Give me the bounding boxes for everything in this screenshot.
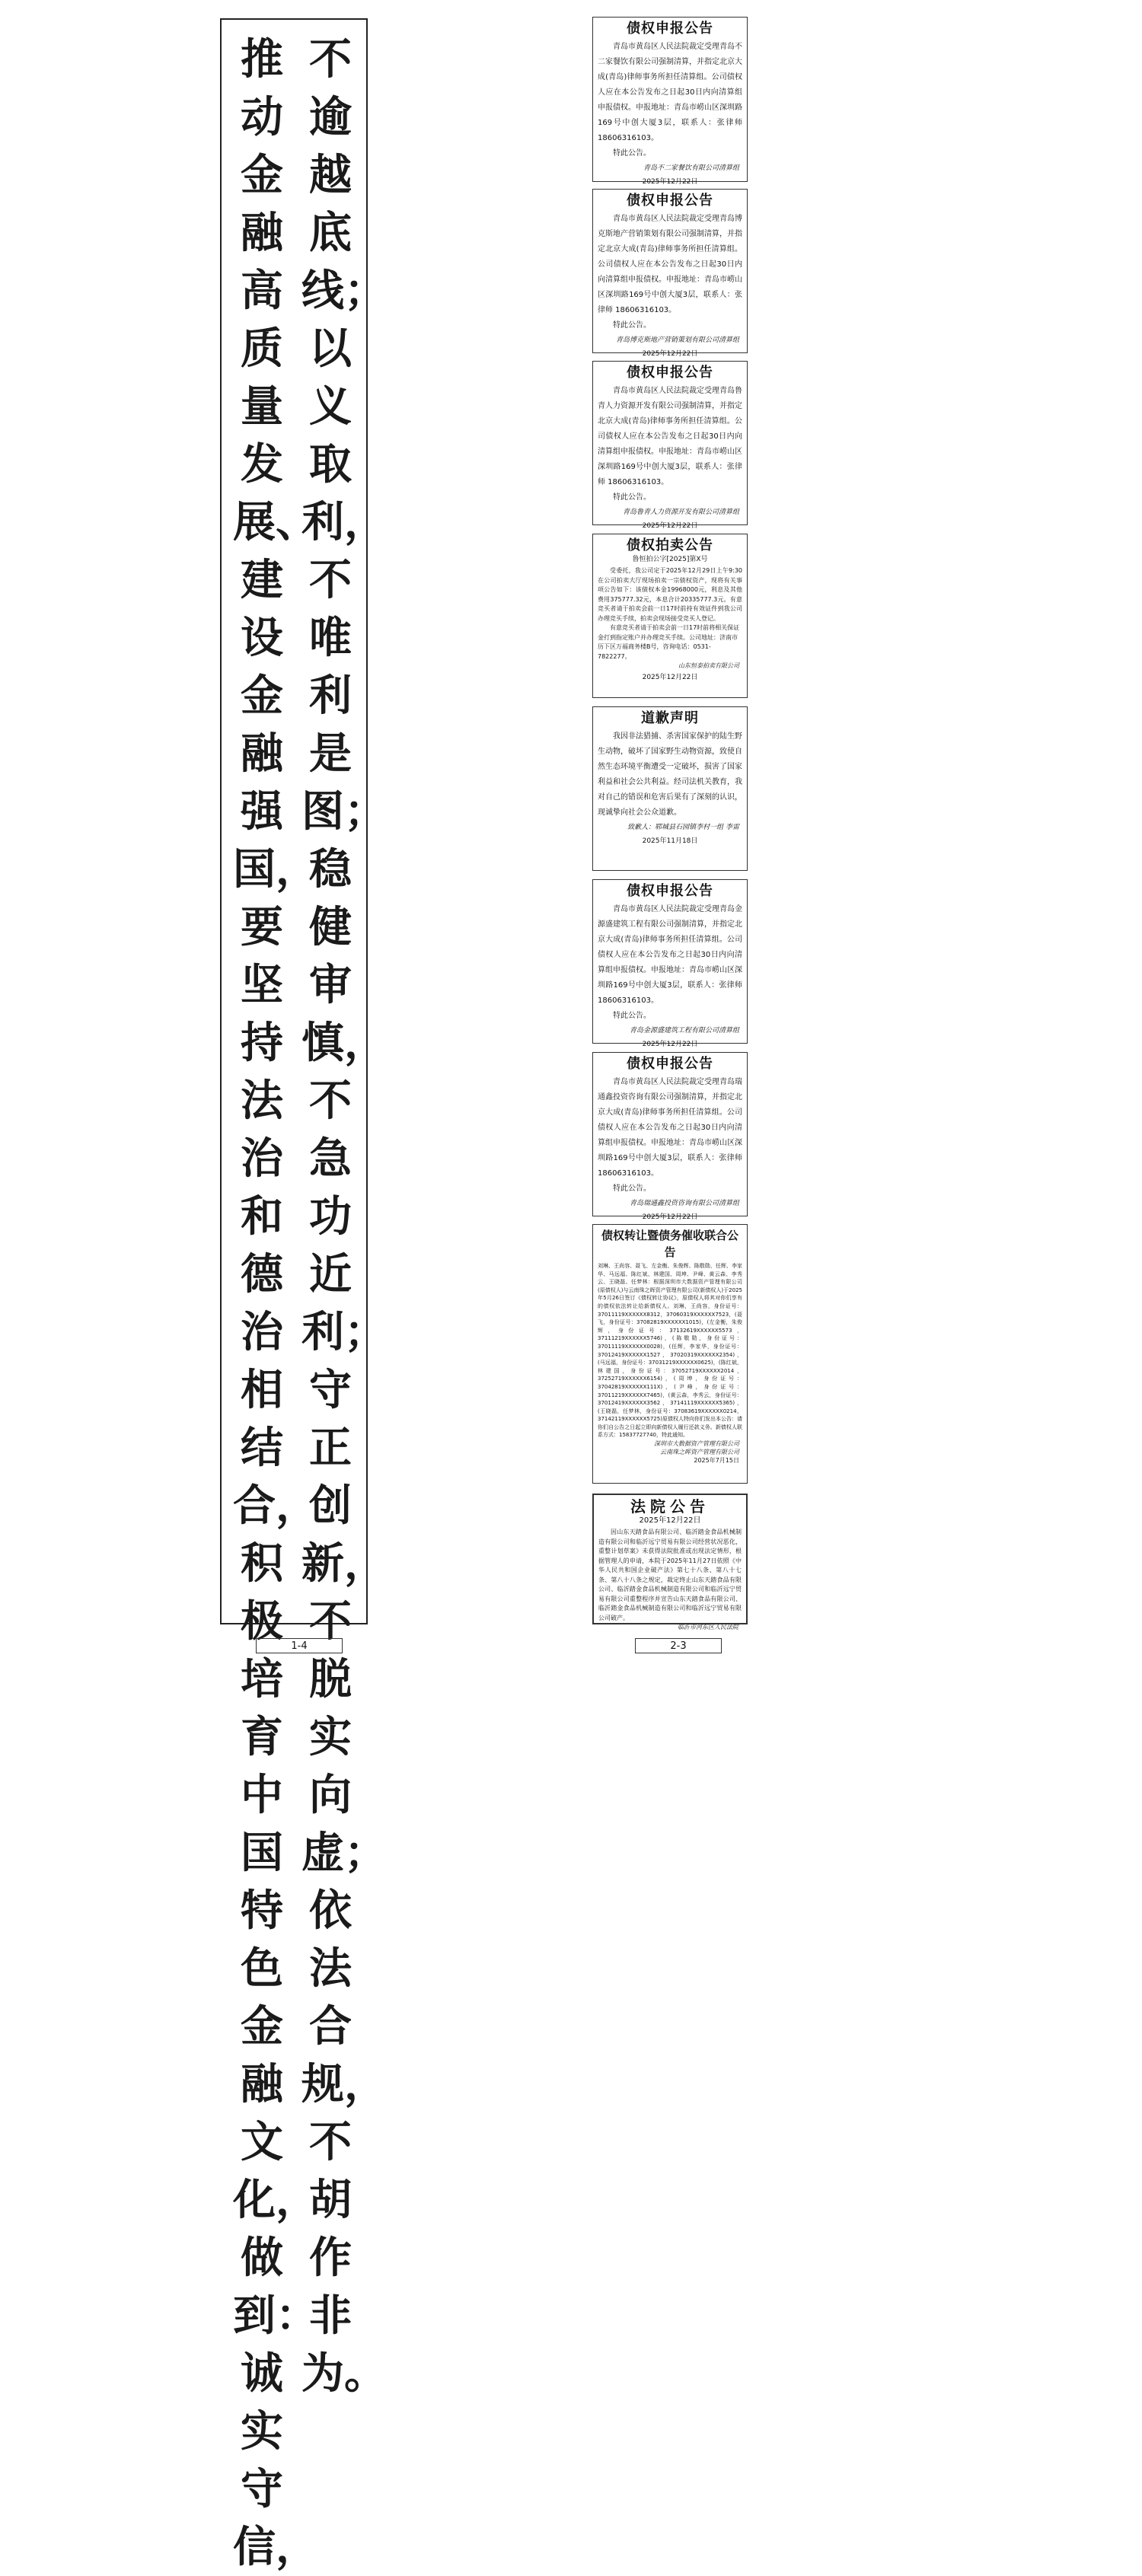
notice-date: 2025年12月22日 — [642, 1213, 698, 1221]
notice-title: 债权转让暨债务催收联合公告 — [601, 1229, 738, 1259]
notice-signer: 青岛瑞通鑫投资咨询有限公司清算组 — [629, 1200, 739, 1207]
notice-body: 青岛市黄岛区人民法院裁定受理青岛不二家餐饮有限公司强制清算，并指定北京大成(青岛)律师事务所担任清算组。公司债权人应在本公告发布之日起30日内向清算组申报债权。申报地址：青岛市崂山区深圳路169号中创大厦3层，联系人：张律师 18606316103。 — [598, 43, 742, 142]
notice-closing: 特此公告。 — [613, 321, 651, 330]
notice-signer: 青岛鲁青人力资源开发有限公司清算组 — [622, 509, 739, 516]
notice-body: 因山东天踏食品有限公司、临沂踏金食品机械制造有限公司和临沂远宁贸易有限公司经营状况恶化，重整计划草案》未获得法院批准或出现法定情形，根据管理人的申请，本院于2025年11月27日依照《中华人民共和国企业破产法》第七十八条、第八十七条、第八十八条之规定，裁定终止山东天踏食品有限公司、临沂踏金食品机械制造有限公司和临沂远宁贸易有限公司重整程序并宣告山东天踏食品有限公司、临沂踏金食品机械制造有限公司和临沂远宁贸易有限公司破产。 — [598, 1529, 742, 1621]
notice-body: 青岛市黄岛区人民法院裁定受理青岛鲁青人力资源开发有限公司强制清算，并指定北京大成(青岛)律师事务所担任清算组。公司债权人应在本公告发布之日起30日内向清算组申报债权。申报地址：青岛市崂山区深圳路169号中创大厦3层，联系人：张律师 18606316103。 — [598, 387, 742, 486]
notice-signer: 临沂市河东区人民法院 — [678, 1624, 738, 1631]
notice-closing: 特此公告。 — [613, 1184, 651, 1193]
page-number-right: 2-3 — [635, 1638, 722, 1653]
notice-title: 债权申报公告 — [627, 1056, 713, 1072]
notice-subtitle: 鲁恒拍公字[2025]第X号 — [632, 556, 708, 563]
notice-signer-second: 云南珠之晖资产管理有限公司 — [660, 1449, 739, 1456]
notice-closing: 特此公告。 — [613, 1012, 651, 1020]
notice-date: 2025年12月22日 — [642, 1041, 698, 1048]
notice-debt-claim-5 — [592, 1052, 748, 1221]
notice-closing: 特此公告。 — [613, 493, 651, 502]
notice-title: 道歉声明 — [641, 710, 699, 726]
notice-title: 债权拍卖公告 — [627, 537, 713, 553]
notice-signer-first: 深圳市大数据资产管理有限公司 — [654, 1440, 739, 1448]
notice-title: 债权申报公告 — [627, 883, 713, 899]
notice-date: 2025年7月15日 — [694, 1457, 739, 1465]
notice-body: 受委托，我公司定于2025年12月29日上午9:30在公司拍卖大厅现场拍卖一宗债权资产，现将有关事项公告如下：该债权本金19968000元，利息及其他费用375777.32元，本息合计20335777.3元。有意竞买者请于拍卖会前一日17时前持有效证件到我公司办理竞买手续，拍卖会现场接受竞买人登记。 — [598, 567, 742, 622]
notice-debt-claim-3 — [592, 361, 748, 530]
notice-debt-claim-4 — [592, 879, 748, 1048]
slogan-column-second: 推动金融高质量发展、建设金融强国，要坚持法治和德治相结合，积极培育中国特色金融文化，做到：诚实守信， — [233, 34, 318, 2572]
notice-title: 债权申报公告 — [627, 21, 713, 37]
notice-debt-claim-2 — [592, 189, 748, 358]
notice-signer: 青岛金源盛建筑工程有限公司清算组 — [629, 1027, 739, 1035]
notice-signer: 山东恒泰拍卖有限公司 — [678, 662, 739, 669]
notice-date: 2025年11月18日 — [642, 837, 698, 845]
notice-body: 青岛市黄岛区人民法院裁定受理青岛博克斯地产营销策划有限公司强制清算，并指定北京大成(青岛)律师事务所担任清算组。公司债权人应在本公告发布之日起30日内向清算组申报债权。申报地址：青岛市崂山区深圳路169号中创大厦3层，联系人：张律师 18606316103。 — [598, 215, 742, 314]
notice-date: 2025年12月22日 — [642, 178, 698, 186]
notice-court — [592, 1494, 748, 1631]
notice-body: 青岛市黄岛区人民法院裁定受理青岛金源盛建筑工程有限公司强制清算，并指定北京大成(青岛)律师事务所担任清算组。公司债权人应在本公告发布之日起30日内向清算组申报债权。申报地址：青岛市崂山区深圳路169号中创大厦3层，联系人：张律师 18606316103。 — [598, 905, 742, 1005]
notice-extra: 有意竞买者请于拍卖会前一日17时前将相关保证金打到指定账户并办理竞买手续。公司地址：济南市历下区万福商务楼B号，咨询电话：0531-7822277。 — [598, 624, 740, 660]
notice-closing: 特此公告。 — [613, 149, 651, 158]
notice-body: 青岛市黄岛区人民法院裁定受理青岛瑞通鑫投资咨询有限公司强制清算，并指定北京大成(青岛)律师事务所担任清算组。公司债权人应在本公告发布之日起30日内向清算组申报债权。申报地址：青岛市崂山区深圳路169号中创大厦3层，联系人：张律师 18606316103。 — [598, 1078, 742, 1178]
notice-debt-claim-1 — [592, 17, 748, 186]
notice-signer: 青岛博克斯地产营销策划有限公司清算组 — [615, 336, 739, 344]
notice-debt-auction — [592, 534, 748, 698]
notice-body: 刘琳、王尚容、聂飞、左金衡、朱俊辉、陈敬勋、任辉、李家华、马远福、陈红斌、林建国、周坤、尹峰、黄云森、李秀云、王晓磊、任梦林：根据深圳市大数据资产管理有限公司(原债权人)与云南珠之晖资产管理有限公司(新债权人)于2025年5月26日签订《债权转让协议》，原债权人将其对你们享有的债权依法转让给新债权人。刘琳，王尚容，身份证号：37011119XXXXXX8312，37060319XXXXXX7523，(聂飞，身份证号：37082819XXXXXX1015)，(左金衡，朱俊辉，身份证号：37132619XXXXXX5573，37111219XXXXXX5746)，(陈敬勋，身份证号：37011119XXXXXX0028)，(任辉，李家华，身份证号：37012419XXXXXX1527，37020319XXXXXX2354)，(马远福，身份证号：37031219XXXXXX0625)，(陈红斌，林建国，身份证号：37052719XXXXXX2014，37252719XXXXXX6154)，(周坤，身份证号：37042819XXXXXX111X)，(尹峰，身份证号：37011219XXXXXX7465)，(黄云森，李秀云，身份证号：37012419XXXXXX3562，37141119XXXXXX5365)，(王晓磊，任梦林，身份证号：37083619XXXXXX0214，37142119XXXXXX5725)原债权人特向你们发出本公告：请你们自公告之日起立即向新债权人履行还款义务。新债权人联系方式：15837727740，特此通知。 — [598, 1263, 742, 1439]
notice-title: 债权申报公告 — [627, 365, 713, 381]
notice-title: 债权申报公告 — [627, 193, 713, 209]
notice-signer: 致歉人：郓城县石园镇李村一组 李雷 — [627, 824, 739, 831]
notice-debt-transfer — [592, 1224, 748, 1484]
notice-body: 我因非法猎捕、杀害国家保护的陆生野生动物，破坏了国家野生动物资源，致使自然生态环境平衡遭受一定破坏，损害了国家利益和社会公共利益。经司法机关教育，我对自己的错误和危害后果有了深刻的认识，现诚挚向社会公众道歉。 — [598, 732, 742, 817]
notice-date: 2025年12月22日 — [642, 522, 698, 530]
notice-date: 2025年12月22日 — [642, 350, 698, 358]
notice-date: 2025年12月22日 — [639, 1516, 701, 1525]
slogan-column-first: 不逾越底线；以义取利，不唯利是图；稳健审慎，不急功近利；守正创新，不脱实向虚；依法合规，不胡作非为。 — [301, 34, 387, 2399]
notice-date: 2025年12月22日 — [642, 674, 698, 681]
notice-apology — [592, 706, 748, 871]
notice-signer: 青岛不二家餐饮有限公司清算组 — [643, 164, 739, 172]
notice-title: 法院公告 — [630, 1497, 710, 1516]
page-number-left: 1-4 — [256, 1638, 343, 1653]
